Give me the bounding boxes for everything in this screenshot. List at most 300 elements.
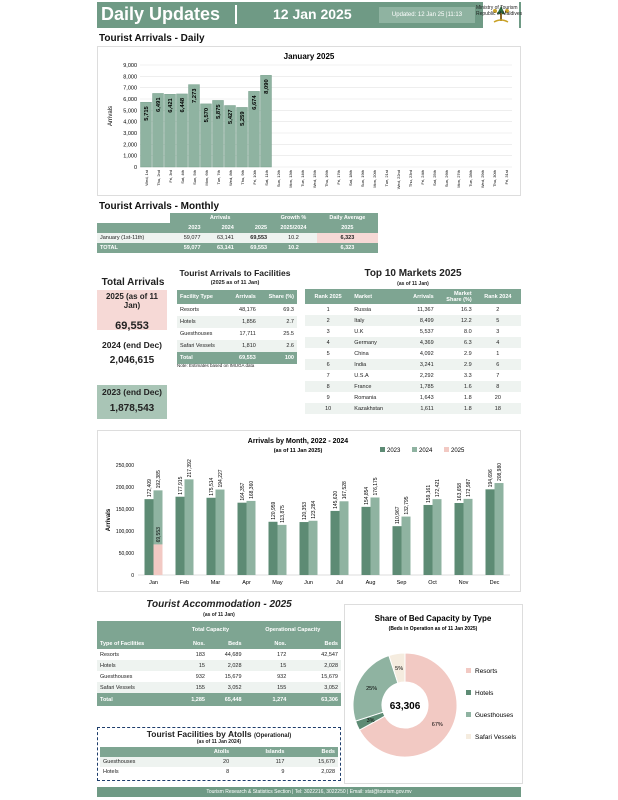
table-cell: 44,689: [224, 651, 242, 658]
markets-table: [305, 289, 521, 414]
table-cell: 1: [496, 350, 500, 357]
total-2025-label: 2025 (as of 11 Jan): [105, 292, 159, 310]
monthly-sub-2025: 2025: [254, 225, 268, 231]
table-cell: 1.8: [464, 405, 472, 412]
table-cell: 100: [284, 355, 294, 361]
table-cell: 7: [326, 372, 330, 379]
table-cell: Safari Vessels: [100, 684, 135, 691]
total-2023-box: [97, 385, 167, 419]
table-row: [305, 381, 521, 392]
x-tick-label: Tue, 14th: [300, 170, 305, 187]
table-cell: 69,553: [250, 245, 268, 251]
data-label: 113,875: [280, 505, 286, 523]
table-cell: China: [354, 350, 369, 357]
bar: [402, 517, 411, 575]
table-cell: 155: [195, 684, 205, 691]
x-tick-label: Feb: [179, 580, 190, 586]
x-tick-label: Thu, 2nd: [156, 170, 161, 186]
data-label: 123,284: [311, 500, 317, 519]
x-tick-label: Wed, 1st: [144, 170, 149, 186]
x-tick-label: Mon, 20th: [372, 170, 377, 188]
table-cell: Hotels: [180, 319, 196, 325]
x-tick-label: Fri, 31st: [504, 170, 509, 185]
y-tick-label: 250,000: [115, 463, 134, 469]
x-tick-label: Thu, 9th: [240, 170, 245, 185]
x-tick-label: Sat, 4th: [180, 170, 185, 184]
monthly-sub-growth: 2025/2024: [280, 225, 307, 231]
table-cell: Russia: [354, 306, 372, 313]
x-tick-label: Mon, 6th: [204, 170, 209, 186]
chart-title: Share of Bed Capacity by Type: [374, 614, 492, 623]
x-tick-label: Wed, 8th: [228, 170, 233, 186]
table-row: [97, 233, 378, 243]
y-tick-label: 5,000: [123, 108, 137, 115]
table-cell: 932: [277, 673, 287, 680]
table-cell: 2.6: [286, 343, 294, 349]
legend-label: Guesthouses: [475, 712, 514, 719]
table-cell: 8,499: [419, 317, 434, 324]
monthly-head-arrivals: Arrivals: [209, 215, 231, 221]
x-tick-label: Fri, 3rd: [168, 170, 173, 183]
monthly-table: [97, 213, 378, 253]
x-tick-label: Sat, 11th: [264, 170, 269, 186]
table-cell: 5: [496, 317, 500, 324]
table-cell: 155: [277, 684, 287, 691]
table-cell: Total: [180, 355, 193, 361]
table-cell: 1: [326, 306, 330, 313]
table-cell: 3: [326, 328, 330, 335]
table-cell: 15,679: [321, 673, 338, 680]
legend-label: 2025: [451, 448, 465, 454]
table-cell: 69,553: [239, 355, 256, 361]
table-row: [177, 316, 297, 328]
table-cell: 3: [496, 328, 500, 335]
pie-chart: [345, 605, 522, 783]
table-row: [305, 304, 521, 315]
table-cell: 65,448: [224, 696, 242, 703]
chart-title: January 2025: [283, 52, 335, 61]
legend-swatch: [412, 447, 417, 452]
monthly-section-title: Tourist Arrivals - Monthly: [99, 201, 220, 212]
data-label: 176,175: [373, 477, 379, 496]
bar: [216, 490, 225, 575]
data-label: 6,448: [180, 97, 186, 113]
atolls-title: [98, 729, 340, 739]
table-cell: 2.7: [286, 319, 294, 325]
data-label: 167,528: [342, 481, 348, 500]
x-tick-label: Tue, 7th: [216, 170, 221, 185]
data-label: 6,491: [156, 97, 162, 112]
y-tick-label: 200,000: [115, 485, 134, 491]
x-tick-label: Sep: [396, 580, 407, 586]
table-row: [100, 757, 338, 767]
facilities-head: Facility Type: [180, 294, 213, 300]
x-tick-label: Oct: [428, 580, 437, 586]
table-cell: 4,369: [419, 339, 434, 346]
legend-swatch: [466, 690, 471, 695]
table-cell: 2,292: [419, 372, 434, 379]
header-bar: [97, 2, 521, 28]
chart-title: Arrivals by Month, 2022 - 2024: [247, 438, 349, 445]
table-cell: 9: [326, 394, 330, 401]
total-2025-value: 69,553: [115, 320, 149, 332]
data-label: 5,427: [228, 109, 234, 125]
data-label: 5,570: [204, 107, 210, 123]
table-cell: Italy: [354, 317, 365, 324]
table-cell: 9: [281, 769, 285, 775]
table-cell: 63,141: [216, 245, 234, 251]
table-cell: 20: [223, 759, 230, 765]
y-axis-label: Arrivals: [108, 105, 114, 127]
accommodation-head: Nos.: [274, 641, 287, 647]
y-tick-label: 4,000: [123, 119, 137, 126]
total-2024-label: 2024 (end Dec): [102, 340, 162, 350]
table-row: [97, 649, 341, 660]
table-cell: France: [354, 383, 372, 390]
facilities-head: Arrivals: [235, 294, 256, 300]
table-cell: Safari Vessels: [180, 343, 215, 349]
table-row: [177, 328, 297, 340]
legend-label: 2024: [419, 448, 433, 454]
data-label: 110,967: [395, 506, 401, 525]
data-label: 194,227: [218, 469, 224, 488]
table-cell: 1,643: [419, 394, 434, 401]
y-tick-label: 8,000: [123, 74, 137, 81]
legend-swatch: [466, 668, 471, 673]
table-cell: 63,141: [216, 235, 234, 241]
data-label: 154,854: [364, 486, 370, 505]
total-row: [97, 693, 341, 706]
table-cell: 3,052: [227, 684, 242, 691]
table-cell: 16.3: [460, 306, 472, 313]
data-label: 172,987: [466, 478, 472, 497]
header-date: 12 Jan 2025: [273, 6, 352, 22]
legend-label: 2023: [387, 448, 401, 454]
accommodation-head: Type of Facilities: [100, 641, 145, 647]
title-divider: [235, 5, 237, 24]
slice-label: 3%: [366, 717, 375, 724]
bar: [340, 501, 349, 575]
accommodation-table: [97, 621, 341, 706]
legend-swatch: [466, 712, 471, 717]
atolls-head: Atolls: [213, 749, 230, 755]
data-label: 120,353: [302, 501, 308, 521]
data-label: 145,620: [333, 490, 339, 509]
table-cell: TOTAL: [100, 245, 118, 251]
table-cell: 172: [277, 651, 287, 658]
x-tick-label: Tue, 21st: [384, 170, 389, 187]
table-cell: 15: [280, 662, 287, 669]
markets-subtitle: (as of 11 Jan): [397, 281, 429, 287]
bar: [247, 501, 256, 575]
table-row: [305, 403, 521, 414]
facilities-title: Tourist Arrivals to Facilities: [179, 268, 291, 278]
data-label: 175,514: [209, 477, 215, 496]
x-tick-label: Mon, 27th: [456, 170, 461, 188]
data-label: 172,409: [147, 479, 153, 498]
y-tick-label: 9,000: [123, 63, 137, 69]
bar: [176, 497, 185, 575]
atolls-table: [100, 747, 338, 777]
table-cell: 183: [195, 651, 205, 658]
bar: [278, 525, 287, 575]
data-label: 8,090: [264, 79, 270, 94]
atolls-title-text: Tourist Facilities by Atolls: [146, 729, 252, 739]
table-cell: 1,785: [419, 383, 434, 390]
legend-swatch: [444, 447, 449, 452]
table-cell: 10.2: [288, 235, 299, 241]
bar: [393, 526, 402, 575]
monthly-sub-daily: 2025: [341, 225, 354, 231]
table-cell: 8: [496, 383, 500, 390]
x-tick-label: Wed, 29th: [480, 170, 485, 189]
daily-chart: [98, 47, 520, 195]
total-2024-value: 2,046,615: [109, 355, 155, 366]
x-tick-label: Sun, 5th: [192, 170, 197, 185]
bar: [371, 497, 380, 575]
table-cell: 1.6: [464, 383, 472, 390]
bar: [495, 483, 504, 575]
table-row: [305, 370, 521, 381]
table-cell: Total: [100, 696, 113, 703]
table-cell: 15,679: [318, 759, 335, 765]
bar: [300, 522, 309, 575]
data-label: 6,674: [252, 95, 258, 110]
table-cell: 3,241: [419, 361, 434, 368]
atolls-box: [97, 727, 341, 781]
y-tick-label: 100,000: [115, 529, 134, 535]
ministry-label: [476, 5, 522, 17]
accommodation-head: Nos.: [193, 641, 205, 647]
table-cell: 3.3: [464, 372, 472, 379]
x-tick-label: Wed, 22nd: [396, 170, 401, 190]
table-cell: 1,810: [242, 343, 256, 349]
table-row: [177, 340, 297, 352]
table-cell: 1,285: [191, 696, 205, 703]
chart-subtitle: (Beds in Operation as of 11 Jan 2025): [388, 626, 478, 632]
slice-label: 25%: [366, 685, 378, 692]
x-tick-label: Sun, 12th: [276, 170, 281, 188]
daily-section-title: Tourist Arrivals - Daily: [99, 33, 205, 44]
slice-label: 67%: [431, 722, 443, 729]
data-label: 69,553: [156, 527, 162, 543]
data-label: 6,421: [168, 98, 174, 113]
table-cell: Kazakhstan: [354, 405, 384, 412]
x-tick-label: Aug: [365, 580, 376, 586]
table-cell: 69,553: [250, 235, 268, 241]
table-row: [305, 348, 521, 359]
bar: [464, 499, 473, 575]
table-cell: 10.2: [288, 245, 299, 251]
markets-head: Market Share (%): [446, 290, 472, 303]
data-label: 7,273: [192, 88, 198, 104]
legend-label: Resorts: [475, 668, 498, 675]
legend-swatch: [380, 447, 385, 452]
markets-head: Rank 2024: [484, 293, 512, 300]
table-cell: 8.0: [464, 328, 472, 335]
table-cell: Guesthouses: [180, 331, 213, 337]
table-cell: 6,323: [317, 233, 378, 243]
x-tick-label: Sat, 18th: [348, 170, 353, 187]
bar: [309, 521, 318, 575]
facilities-note: Note: Estimates based on IMUGA data: [177, 363, 255, 368]
table-cell: 69.3: [283, 307, 294, 313]
data-label: 5,715: [144, 106, 150, 121]
y-tick-label: 1,000: [123, 153, 137, 160]
facilities-head: Share (%): [268, 294, 294, 300]
table-cell: 11,367: [417, 306, 434, 313]
table-cell: 25.5: [283, 331, 294, 337]
table-cell: 59,077: [183, 235, 201, 241]
bar: [207, 498, 216, 575]
table-cell: Guesthouses: [100, 673, 133, 680]
monthly-chart-panel: [97, 430, 521, 592]
monthly-sub-0: [97, 223, 170, 233]
table-cell: 1.8: [464, 394, 472, 401]
y-tick-label: 50,000: [118, 551, 134, 557]
table-cell: January (1st-11th): [100, 235, 145, 241]
x-tick-label: Nov: [458, 580, 469, 586]
monthly-chart: [98, 431, 520, 591]
bar: [455, 503, 464, 575]
markets-head: Market: [354, 293, 373, 300]
data-label: 120,959: [271, 501, 277, 520]
bar: [238, 503, 247, 575]
table-row: [305, 326, 521, 337]
x-tick-label: Jan: [149, 580, 158, 586]
accommodation-title: Tourist Accommodation - 2025: [146, 599, 292, 610]
y-tick-label: 150,000: [115, 507, 134, 513]
x-tick-label: Thu, 23rd: [408, 170, 413, 188]
bar: [362, 507, 371, 575]
legend-swatch: [466, 734, 471, 739]
x-tick-label: Sun, 19th: [360, 170, 365, 188]
data-label: 208,980: [497, 462, 503, 482]
x-tick-label: Jun: [304, 580, 313, 586]
updated-badge: Updated: 12 Jan 25 |11:13: [379, 7, 475, 23]
table-cell: Romania: [354, 394, 377, 401]
table-cell: Guesthouses: [103, 759, 136, 765]
data-label: 168,360: [249, 480, 255, 499]
table-cell: 2,028: [227, 662, 242, 669]
x-tick-label: Mon, 13th: [288, 170, 293, 188]
total-2025-box: [97, 290, 167, 330]
total-2023-value: 1,878,543: [109, 403, 155, 414]
data-label: 217,392: [187, 459, 193, 478]
table-cell: 8: [326, 383, 330, 390]
table-cell: 20: [494, 394, 501, 401]
facilities-table: [177, 290, 297, 364]
x-tick-label: Thu, 16th: [324, 170, 329, 187]
table-cell: 12.2: [460, 317, 472, 324]
data-label: 163,658: [457, 482, 463, 501]
markets-head: Rank 2025: [314, 293, 342, 300]
legend-label: Safari Vessels: [475, 734, 517, 741]
table-row: [305, 315, 521, 326]
table-cell: U.K: [354, 328, 364, 335]
atolls-head: Islands: [265, 749, 285, 755]
data-label: 5,259: [240, 111, 246, 126]
total-row: [97, 243, 378, 253]
table-cell: 15: [198, 662, 205, 669]
x-tick-label: Wed, 15th: [312, 170, 317, 189]
table-cell: 2,028: [321, 769, 335, 775]
table-cell: India: [354, 361, 367, 368]
table-cell: 2.9: [464, 350, 472, 357]
y-axis-label: Arrivals: [106, 508, 112, 532]
table-row: [97, 682, 341, 693]
accommodation-head: Beds: [324, 641, 338, 647]
atolls-head: Beds: [321, 749, 335, 755]
footer: Tourism Research & Statistics Section | Tel: 3022216, 3022250 | Email: stat@tourism.gov.mv: [97, 787, 521, 797]
accommodation-group-total: Total Capacity: [191, 627, 230, 633]
table-cell: Resorts: [100, 651, 119, 658]
x-tick-label: Tue, 28th: [468, 170, 473, 187]
table-row: [305, 337, 521, 348]
x-tick-label: Fri, 17th: [336, 170, 341, 185]
table-cell: 932: [195, 673, 205, 680]
bar: [486, 489, 495, 575]
table-cell: 2,028: [324, 662, 338, 669]
x-tick-label: Fri, 24th: [420, 170, 425, 185]
accommodation-subtitle: (as of 11 Jan): [203, 612, 235, 618]
table-cell: 1,856: [242, 319, 256, 325]
chart-subtitle: (as of 11 Jan 2025): [273, 448, 323, 454]
x-tick-label: Sat, 25th: [432, 170, 437, 187]
y-tick-label: 6,000: [123, 97, 137, 103]
monthly-sub-2023: 2023: [188, 225, 201, 231]
table-cell: 15,679: [224, 673, 242, 680]
table-cell: 5: [326, 350, 330, 357]
x-tick-label: Fri, 10th: [252, 170, 257, 185]
markets-head: Arrivals: [413, 293, 434, 300]
monthly-sub-2024: 2024: [221, 225, 234, 231]
table-cell: 2: [326, 317, 330, 324]
table-cell: 1,274: [272, 696, 287, 703]
data-label: 159,161: [426, 484, 432, 503]
table-cell: Hotels: [103, 769, 119, 775]
table-cell: 5,537: [419, 328, 434, 335]
table-row: [305, 392, 521, 403]
table-cell: 48,176: [239, 307, 256, 313]
bar: [424, 505, 433, 575]
markets-title: Top 10 Markets 2025: [364, 268, 462, 279]
data-label: 177,915: [178, 476, 184, 495]
table-row: [305, 359, 521, 370]
slice-label: 5%: [395, 665, 404, 672]
bar: [269, 522, 278, 575]
table-cell: 6: [326, 361, 330, 368]
table-cell: 6: [496, 361, 500, 368]
table-cell: 3,052: [324, 684, 338, 691]
bar: [185, 479, 194, 575]
table-cell: 6.3: [464, 339, 472, 346]
x-tick-label: Sun, 26th: [444, 170, 449, 188]
table-row: [97, 671, 341, 682]
table-cell: 8: [226, 769, 230, 775]
data-label: 5,875: [216, 104, 222, 119]
atolls-head: [100, 747, 185, 757]
table-cell: 63,306: [321, 696, 338, 703]
table-row: [177, 304, 297, 316]
legend-label: Hotels: [475, 690, 494, 697]
atolls-subtitle: (as of 11 Jan 2024): [196, 739, 242, 745]
y-tick-label: 3,000: [123, 131, 137, 137]
ministry-line-2: Republic of Maldives: [476, 11, 523, 17]
bar: [145, 499, 154, 575]
x-tick-label: May: [272, 580, 283, 586]
table-cell: 2: [496, 306, 500, 313]
